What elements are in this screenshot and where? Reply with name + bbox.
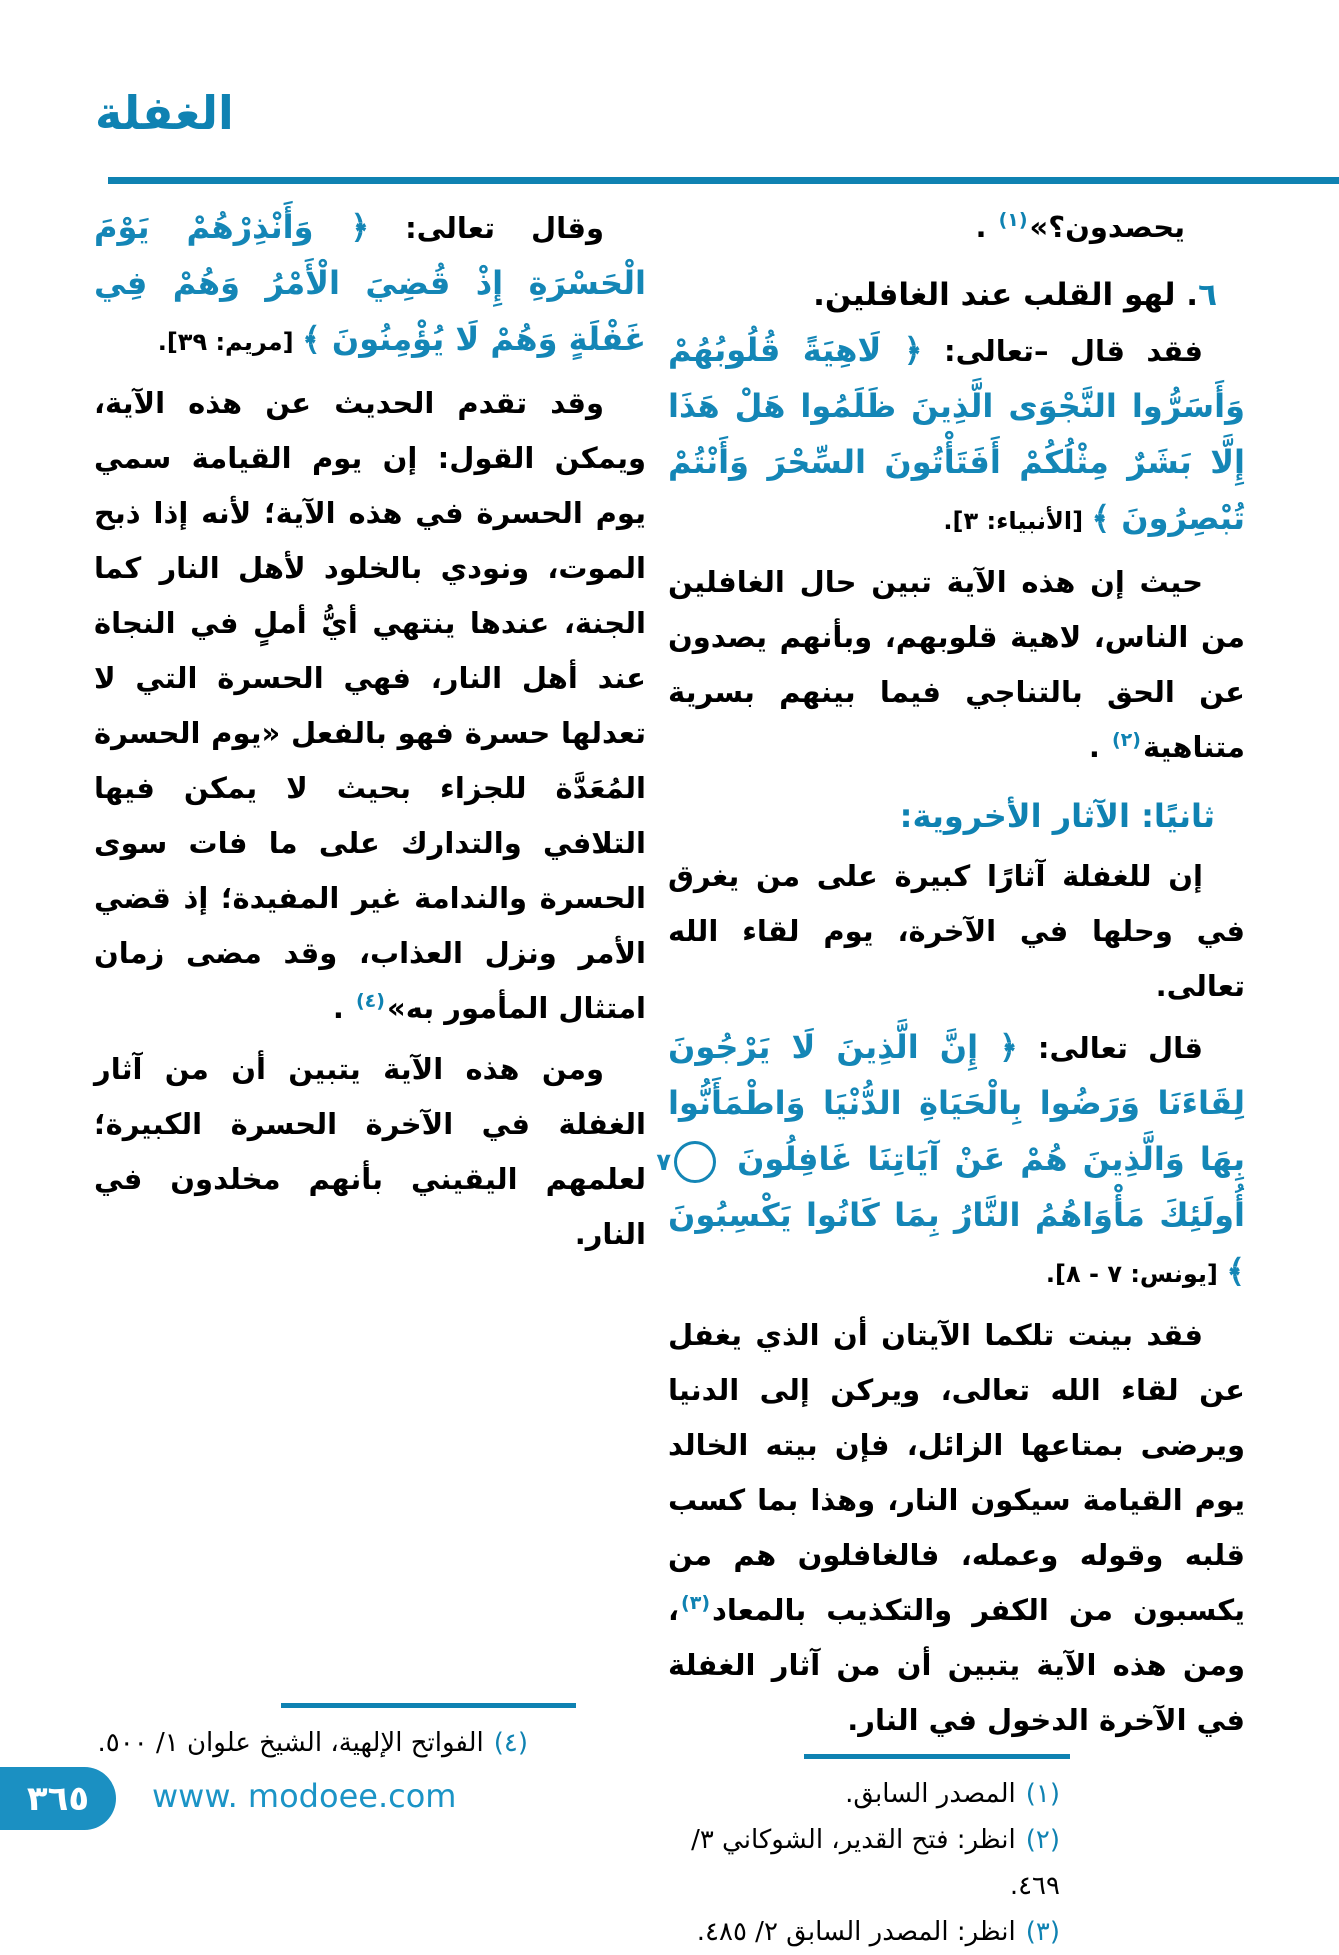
page-number: ٣٦٥ xyxy=(26,1778,90,1819)
footnote-2-text: انظر: فتح القدير، الشوكاني ٣/ ٤٦٩. xyxy=(691,1825,1060,1901)
paragraph-commentary-4: ومن هذه الآية يتبين أن من آثار الغفلة في الآخرة الحسرة الكبيرة؛ لعلمهم اليقيني بأنهم مخلدون في النار. xyxy=(94,1052,646,1251)
footnote-ref-4: (٤) xyxy=(355,990,385,1013)
column-left xyxy=(94,200,646,1812)
commentary-3-tail: . xyxy=(332,991,354,1025)
footnote-1 xyxy=(668,1771,1245,1817)
footnote-ref-1: (١) xyxy=(998,209,1028,232)
commentary-1-tail: . xyxy=(1088,730,1110,764)
quran-verse-anbiya: ﴿ لَاهِيَةً قُلُوبُهُمْ وَأَسَرُّوا النَّجْوَى الَّذِينَ ظَلَمُوا هَلْ هَذَا إِلَّا بَشَرٌ مِثْلُكُمْ أَفَتَأْتُونَ السِّحْرَ وَأَنْتُمْ تُبْصِرُونَ ﴾ xyxy=(668,331,1245,537)
heading-text: . لهو القلب عند الغافلين. xyxy=(813,277,1199,313)
footnote-1-marker: (١) xyxy=(1025,1779,1060,1809)
text-columns xyxy=(94,200,1245,1947)
quran-verse-maryam: ﴿ وَأَنْذِرْهُمْ يَوْمَ الْحَسْرَةِ إِذْ قُضِيَ الْأَمْرُ وَهُمْ فِي غَفْلَةٍ وَهُمْ لَا يُؤْمِنُونَ ﴾ xyxy=(94,208,646,358)
footnote-ref-2: (٢) xyxy=(1111,729,1141,752)
footnote-separator-right xyxy=(804,1754,1070,1759)
verse-citation-yunus: [يونس: ٧ - ٨]. xyxy=(1045,1260,1227,1288)
footnote-3-marker: (٣) xyxy=(1025,1917,1060,1947)
footnote-3 xyxy=(668,1909,1245,1955)
website-url: www. modoee.com xyxy=(152,1777,457,1815)
page-title: الغفلة xyxy=(95,86,234,140)
footnote-2-marker: (٢) xyxy=(1025,1825,1060,1855)
footnotes-right xyxy=(668,1754,1245,1955)
verse-intro: فقد قال –تعالى: xyxy=(922,334,1203,368)
footnote-separator-left xyxy=(281,1703,576,1708)
carryover-tail: . xyxy=(975,210,997,244)
verse-citation-maryam: [مريم: ٣٩]. xyxy=(157,328,302,356)
commentary-3-text: وقد تقدم الحديث عن هذه الآية، ويمكن القول: إن يوم القيامة سمي يوم الحسرة في هذه الآية؛ لأنه إذا ذبح الموت، ونودي بالخلود لأهل النار كما الجنة، عندها ينتهي أيُّ أملٍ في النجاة عند أهل النار، فهي الحسرة التي لا تعدلها حسرة فهو بالفعل «يوم الحسرة المُعَدَّة للجزاء بحيث لا يمكن فيها التلافي والتدارك على ما فات سوى الحسرة والندامة غير المفيدة؛ إذ قضي الأمر ونزل العذاب، وقد مضى زمان امتثال المأمور به» xyxy=(94,386,646,1025)
paragraph-commentary-2 xyxy=(668,1308,1245,1748)
footnote-4 xyxy=(94,1720,646,1766)
footnote-ref-3: (٣) xyxy=(681,1592,711,1615)
footnotes-left xyxy=(94,1703,646,1766)
commentary-1-text: حيث إن هذه الآية تبين حال الغافلين من الناس، لاهية قلوبهم، وبأنهم يصدون عن الحق بالتناجي فيما بينهم بسرية متناهية xyxy=(668,565,1245,764)
paragraph-carryover xyxy=(668,200,1245,255)
quran-verse-yunus-a: ﴿ إِنَّ الَّذِينَ لَا يَرْجُونَ لِقَاءَنَا وَرَضُوا بِالْحَيَاةِ الدُّنْيَا وَاطْمَأَنُّوا بِهَا وَالَّذِينَ هُمْ عَنْ آيَاتِنَا غَافِلُونَ xyxy=(668,1028,1245,1178)
footnote-4-marker: (٤) xyxy=(493,1728,528,1758)
column-right xyxy=(656,200,1245,1947)
heading-number: ٦ xyxy=(1198,277,1217,313)
verse-intro-yunus: قال تعالى: xyxy=(1017,1031,1203,1065)
paragraph-intro-effects: إن للغفلة آثارًا كبيرة على من يغرق في وحلها في الآخرة، يوم لقاء الله تعالى. xyxy=(668,859,1245,1003)
ayah-number-marker: ٧ xyxy=(674,1141,716,1183)
carryover-text: يحصدون؟» xyxy=(1029,210,1185,244)
verse-intro-maryam: وقال تعالى: xyxy=(369,211,605,245)
footnote-3-text: انظر: المصدر السابق ٢/ ٤٨٥. xyxy=(696,1917,1016,1947)
section-heading-effects: ثانيًا: الآثار الأخروية: xyxy=(899,797,1215,835)
footnote-1-text: المصدر السابق. xyxy=(845,1779,1016,1809)
commentary-2-tail: ، ومن هذه الآية يتبين أن من آثار الغفلة في الآخرة الدخول في النار. xyxy=(668,1593,1245,1737)
footnote-2 xyxy=(668,1817,1245,1909)
numbered-heading xyxy=(668,277,1217,313)
page-number-badge xyxy=(0,1767,116,1830)
paragraph-verse-yunus xyxy=(656,1020,1245,1302)
footnote-4-text: الفواتح الإلهية، الشيخ علوان ١/ ٥٠٠. xyxy=(97,1728,484,1758)
paragraph-commentary-3 xyxy=(94,376,646,1036)
paragraph-commentary-1 xyxy=(668,555,1245,775)
quran-verse-yunus-b: أُولَئِكَ مَأْوَاهُمُ النَّارُ بِمَا كَانُوا يَكْسِبُونَ ﴾ xyxy=(668,1196,1245,1290)
header-divider xyxy=(108,177,1339,184)
paragraph-verse-maryam xyxy=(94,200,646,370)
commentary-2-text: فقد بينت تلكما الآيتان أن الذي يغفل عن لقاء الله تعالى، ويركن إلى الدنيا ويرضى بمتاعها الزائل، فإن بيته الخالد يوم القيامة سيكون النار، وهذا بما كسب قلبه وقوله وعمله، فالغافلون هم من يكسبون من الكفر والتكذيب بالمعاد xyxy=(668,1318,1245,1627)
verse-citation-anbiya: [الأنبياء: ٣]. xyxy=(943,507,1092,535)
paragraph-verse-anbiya xyxy=(668,323,1245,549)
